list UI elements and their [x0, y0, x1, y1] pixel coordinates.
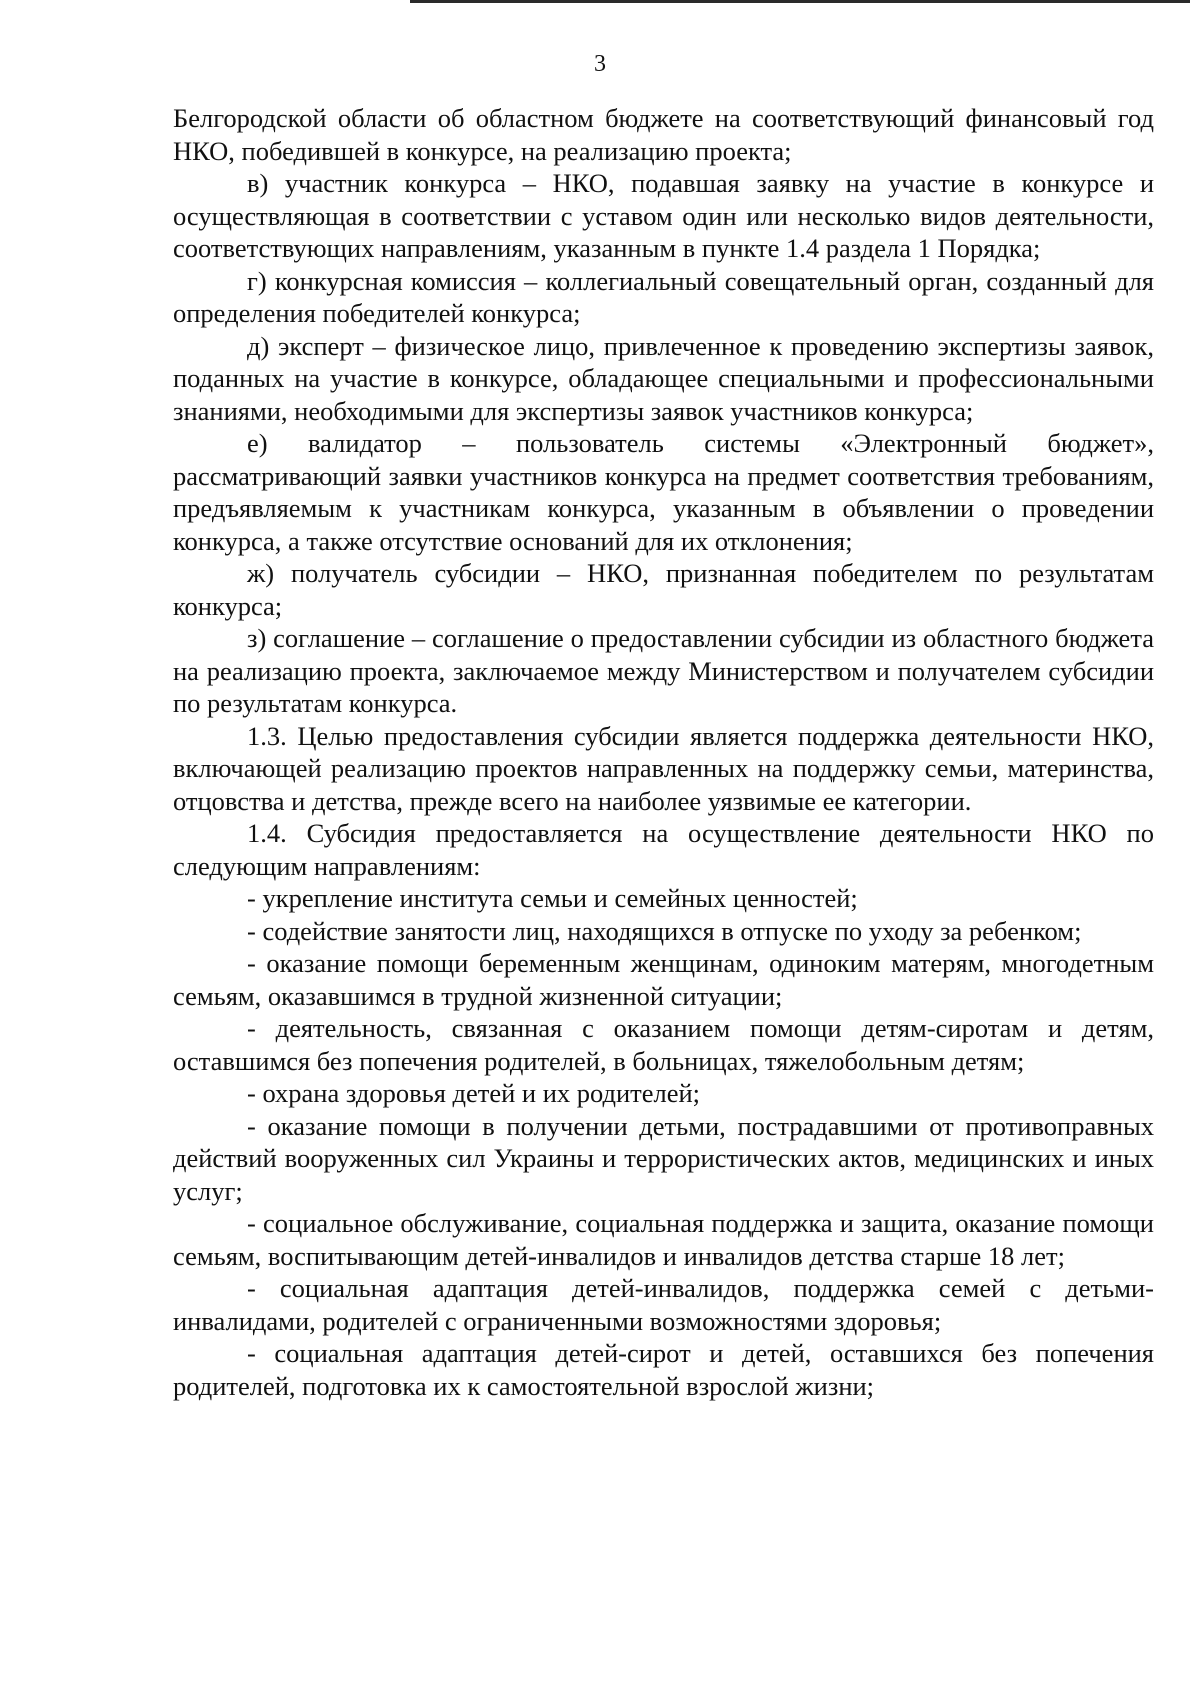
page-number: 3: [594, 51, 606, 77]
list-item-orphans-adaptation: - социальная адаптация детей-сирот и детей, оставшихся без попечения родителей, подготовка их к самостоятельной взрослой жизни;: [173, 1338, 1154, 1401]
paragraph-item-g: г) конкурсная комиссия – коллегиальный совещательный орган, созданный для определения победителей конкурса;: [173, 265, 1154, 328]
paragraph-item-zh: ж) получатель субсидии – НКО, признанная победителем по результатам конкурса;: [173, 558, 1154, 621]
paragraph-item-e: е) валидатор – пользователь системы «Электронный бюджет», рассматривающий заявки участников конкурса на предмет соответствия требованиям, предъявляемым к участникам конкурса, указанным в объявлении о проведении конкурса, а также отсутствие оснований для их отклонения;: [173, 428, 1154, 556]
list-item-orphans-help: - деятельность, связанная с оказанием помощи детям-сиротам и детям, оставшимся без попечения родителей, в больницах, тяжелобольным детям;: [173, 1013, 1154, 1076]
document-body: [173, 102, 1154, 1402]
paragraph-item-v: в) участник конкурса – НКО, подавшая заявку на участие в конкурсе и осуществляющая в соответствии с уставом один или несколько видов деятельности, соответствующих направлениям, указанным в пункте 1.4 раздела 1 Порядка;: [173, 168, 1154, 263]
paragraph-section-1-4: 1.4. Субсидия предоставляется на осуществление деятельности НКО по следующим направлениям:: [173, 818, 1154, 881]
list-item-employment: - содействие занятости лиц, находящихся в отпуске по уходу за ребенком;: [247, 915, 1082, 946]
top-edge-rule: [410, 0, 1190, 3]
list-item-health-protection: - охрана здоровья детей и их родителей;: [247, 1078, 701, 1108]
list-item-pregnant-women-help: - оказание помощи беременным женщинам, одиноким матерям, многодетным семьям, оказавшимся в трудной жизненной ситуации;: [173, 948, 1154, 1011]
list-item-family-values: - укрепление института семьи и семейных ценностей;: [247, 883, 858, 913]
paragraph-item-z: з) соглашение – соглашение о предоставлении субсидии из областного бюджета на реализацию проекта, заключаемое между Министерством и получателем субсидии по результатам конкурса.: [173, 623, 1154, 718]
paragraph-item-d: д) эксперт – физическое лицо, привлеченное к проведению экспертизы заявок, поданных на участие в конкурсе, обладающее специальными и профессиональными знаниями, необходимыми для экспертизы заявок участников конкурса;: [173, 330, 1154, 426]
list-item-victims-assistance: - оказание помощи в получении детьми, пострадавшими от противоправных действий вооруженных сил Украины и террористических актов, медицинских и иных услуг;: [173, 1110, 1154, 1206]
list-item-disabled-children-adaptation: - социальная адаптация детей-инвалидов, поддержка семей с детьми-инвалидами, родителей с ограниченными возможностями здоровья;: [173, 1273, 1154, 1336]
paragraph-section-1-3: 1.3. Целью предоставления субсидии является поддержка деятельности НКО, включающей реализацию проектов направленных на поддержку семьи, материнства, отцовства и детства, прежде всего на наиболее уязвимые ее категории.: [173, 720, 1154, 816]
paragraph-continuation: Белгородской области об областном бюджете на соответствующий финансовый год НКО, победившей в конкурсе, на реализацию проекта;: [173, 103, 1154, 166]
list-item-social-service: - социальное обслуживание, социальная поддержка и защита, оказание помощи семьям, воспитывающим детей-инвалидов и инвалидов детства старше 18 лет;: [173, 1208, 1154, 1271]
